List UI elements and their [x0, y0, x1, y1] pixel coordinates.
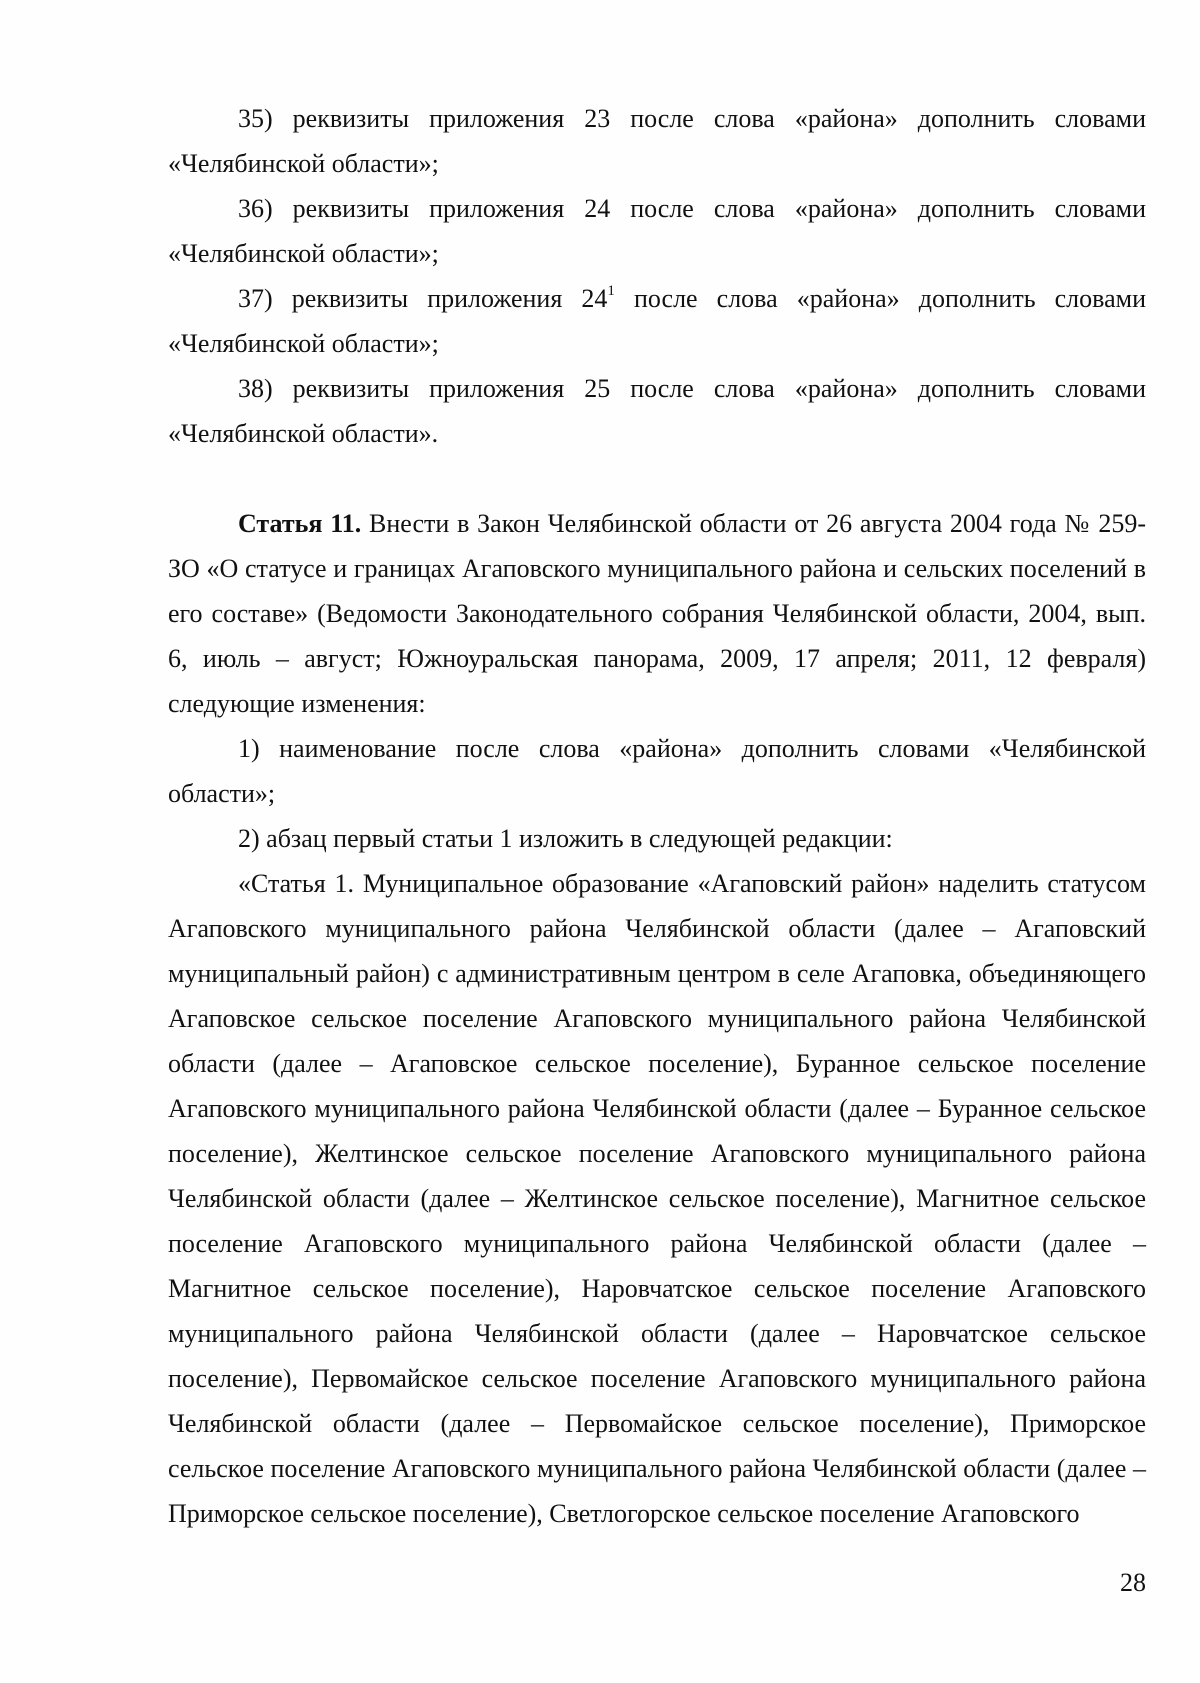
list-item-38: 38) реквизиты приложения 25 после слова «района» дополнить словами «Челябинской области».: [168, 374, 1146, 448]
article-intro: [168, 501, 1146, 726]
document-body: [168, 96, 1146, 1536]
list-item-36: 36) реквизиты приложения 24 после слова «района» дополнить словами «Челябинской области»;: [168, 194, 1146, 268]
list-item-35: 35) реквизиты приложения 23 после слова «района» дополнить словами «Челябинской области»;: [168, 104, 1146, 178]
page-number: 28: [1120, 1568, 1146, 1597]
superscript: 1: [607, 283, 615, 299]
list-item-37: [168, 276, 1146, 366]
article-item-1: 1) наименование после слова «района» дополнить словами «Челябинской области»;: [168, 734, 1146, 808]
article-title: Статья 11.: [238, 509, 362, 538]
article-item-2: 2) абзац первый статьи 1 изложить в следующей редакции:: [238, 824, 893, 853]
article-intro-text: Внести в Закон Челябинской области от 26 августа 2004 года № 259-ЗО «О статусе и границах Агаповского муниципального района и сельских поселений в его составе» (Ведомости Законодательного собрания Челябинской области, 2004, вып. 6, июль – август; Южноуральская панорама, 2009, 17 апреля; 2011, 12 февраля) следующие изменения:: [168, 509, 1146, 718]
quoted-article-text: «Статья 1. Муниципальное образование «Агаповский район» наделить статусом Агаповского муниципального района Челябинской области (далее – Агаповский муниципальный район) с административным центром в селе Агаповка, объединяющего Агаповское сельское поселение Агаповского муниципального района Челябинской области (далее – Агаповское сельское поселение), Буранное сельское поселение Агаповского муниципального района Челябинской области (далее – Буранное сельское поселение), Желтинское сельское поселение Агаповского муниципального района Челябинской области (далее – Желтинское сельское поселение), Магнитное сельское поселение Агаповского муниципального района Челябинской области (далее – Магнитное сельское поселение), Наровчатское сельское поселение Агаповского муниципального района Челябинской области (далее – Наровчатское сельское поселение), Первомайское сельское поселение Агаповского муниципального района Челябинской области (далее – Первомайское сельское поселение), Приморское сельское поселение Агаповского муниципального района Челябинской области (далее – Приморское сельское поселение), Светлогорское сельское поселение Агаповского: [168, 869, 1146, 1528]
list-item-37-text-after: после слова «района» дополнить словами «Челябинской области»;: [168, 284, 1146, 358]
spacer: [168, 456, 1146, 501]
list-item-37-text-before: 37) реквизиты приложения 24: [238, 284, 608, 313]
